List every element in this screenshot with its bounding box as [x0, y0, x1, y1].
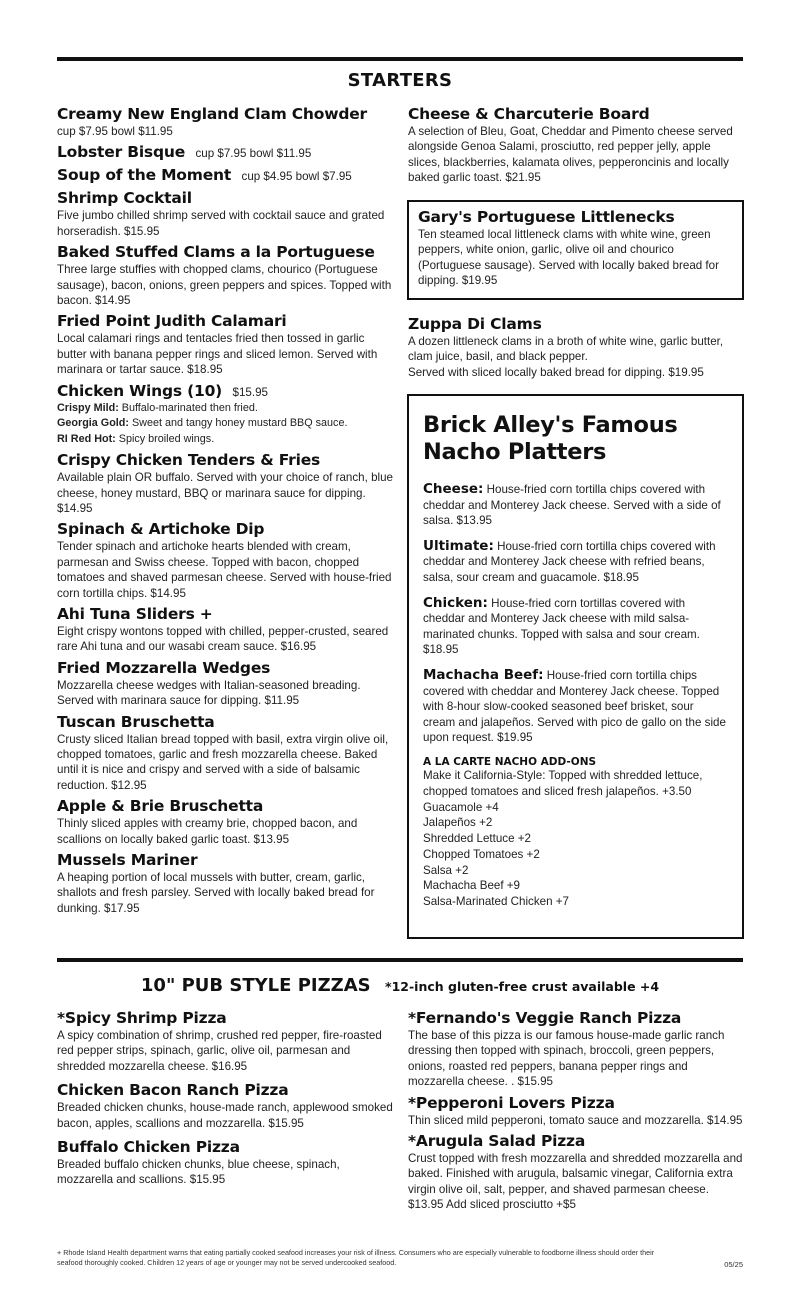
- menu-item: [408, 1132, 744, 1213]
- item-name: *Spicy Shrimp Pizza: [57, 1009, 227, 1027]
- item-name: Tuscan Bruschetta: [57, 712, 215, 731]
- addon-line: Chopped Tomatoes +2: [423, 847, 540, 861]
- menu-item-charcuterie: [408, 105, 744, 186]
- item-name: Spinach & Artichoke Dip: [57, 520, 265, 539]
- item-desc: Ten steamed local littleneck clams with white wine, green peppers, white onion, garlic, olive oil and chourico (Portuguese sausage). Served with locally baked bread for dipping. $19.95: [418, 228, 719, 288]
- item-desc: Breaded chicken chunks, house-made ranch, applewood smoked bacon, apples, scallions and mozzarella. $15.95: [57, 1101, 393, 1130]
- item-desc: Eight crispy wontons topped with chilled, pepper-crusted, seared rare Ahi tuna and our wasabi cream sauce. $16.95: [57, 625, 389, 654]
- item-desc: Served with sliced locally baked bread for dipping. $19.95: [408, 365, 704, 379]
- menu-item: [57, 189, 393, 239]
- item-name: Creamy New England Clam Chowder: [57, 105, 367, 123]
- item-name: Fried Point Judith Calamari: [57, 312, 287, 331]
- item-desc: Mozzarella cheese wedges with Italian-seasoned breading. Served with marinara sauce for dipping. $11.95: [57, 678, 361, 708]
- menu-item: [57, 851, 393, 916]
- addon-line: Make it California-Style: Topped with shredded lettuce, chopped tomatoes and sliced fresh jalapeños. +3.50: [423, 768, 703, 798]
- menu-item: [57, 243, 393, 308]
- menu-item: [57, 105, 393, 139]
- menu-item: [57, 797, 393, 847]
- item-name: Zuppa Di Clams: [408, 315, 542, 333]
- item-desc: A heaping portion of local mussels with butter, cream, garlic, shallots and fresh parsley. Served with locally baked bread for dunking. $17.95: [57, 871, 375, 915]
- zuppa-item: [408, 315, 744, 380]
- starters-left-column: [57, 105, 393, 920]
- item-name: Chicken Bacon Ranch Pizza: [57, 1081, 289, 1100]
- pizza-header: [0, 975, 800, 996]
- pizzas-left-column: [57, 1009, 393, 1192]
- item-desc: The base of this pizza is our famous house-made garlic ranch dressing then topped with spinach, broccoli, green peppers, onions, roasted red peppers, banana pepper rings and mozzarella cheese. . $15.95: [408, 1029, 725, 1089]
- item-desc: Thin sliced mild pepperoni, tomato sauce and mozzarella. $14.95: [408, 1113, 743, 1127]
- menu-item: [57, 312, 393, 377]
- item-desc: Available plain OR buffalo. Served with your choice of ranch, blue cheese, honey mustard, BBQ or marinara sauce for dipping. $14.95: [57, 471, 393, 515]
- menu-item: [57, 520, 393, 601]
- menu-date: 05/25: [724, 1260, 743, 1269]
- wing-style: Crispy Mild: Buffalo-marinated then fried.: [57, 401, 258, 414]
- item-price: $15.95: [232, 385, 268, 399]
- item-desc: Breaded buffalo chicken chunks, blue cheese, spinach, mozzarella and scallions. $15.95: [57, 1158, 340, 1187]
- item-desc: Local calamari rings and tentacles fried then tossed in garlic butter with banana pepper rings and sliced lemon. Served with marinara or tartar sauce. $18.95: [57, 332, 378, 377]
- addons-title: A LA CARTE NACHO ADD-ONS: [423, 755, 597, 768]
- menu-item: [57, 382, 393, 448]
- item-desc: Crusty sliced Italian bread topped with basil, extra virgin olive oil, chopped tomatoes, garlic and fresh mozzarella cheese. Baked until it is nice and crispy and served with a side of balsamic reduction. $12.95: [57, 732, 389, 792]
- item-desc: A selection of Bleu, Goat, Cheddar and Pimento cheese served alongside Genoa Salami, prosciutto, red pepper jelly, apple slices, blackberries, kalamata olives, pepperoncinis and locally baked garlic toast. $21.95: [408, 125, 733, 185]
- item-desc: Thinly sliced apples with creamy brie, chopped bacon, and scallions on locally baked garlic toast. $13.95: [57, 817, 358, 846]
- menu-item: [57, 1081, 393, 1131]
- item-desc: Three large stuffies with chopped clams, chourico (Portuguese sausage), bacon, onions, green peppers and spices. Topped with bacon. $14.95: [57, 263, 392, 308]
- item-desc: cup $7.95 bowl $11.95: [57, 125, 173, 138]
- addon-line: Salsa +2: [423, 863, 469, 877]
- wing-style: RI Red Hot: Spicy broiled wings.: [57, 432, 215, 445]
- item-name: Crispy Chicken Tenders & Fries: [57, 451, 321, 470]
- item-name: *Arugula Salad Pizza: [408, 1132, 586, 1151]
- item-desc: Five jumbo chilled shrimp served with cocktail sauce and grated horseradish. $15.95: [57, 209, 385, 238]
- item-name: Cheese & Charcuterie Board: [408, 105, 650, 123]
- wing-style: Georgia Gold: Sweet and tangy honey mustard BBQ sauce.: [57, 417, 348, 430]
- item-name: Chicken Wings (10): [57, 381, 223, 400]
- menu-item: [408, 1094, 744, 1128]
- menu-item: [57, 713, 393, 794]
- addon-line: Shredded Lettuce +2: [423, 832, 531, 846]
- nacho-title: Brick Alley's Famous: [423, 412, 678, 438]
- item-name: Gary's Portuguese Littlenecks: [418, 208, 675, 226]
- nacho-item: Ultimate: House-fried corn tortilla chips covered with cheddar and Monterey Jack cheese with refried beans, salsa, sour cream and guacamole. $18.95: [423, 537, 716, 584]
- item-desc: Tender spinach and artichoke hearts blended with cream, parmesan and Swiss cheese. Topped with bacon, chopped tomatoes and shaved parmesan cheese. Served with house-fried corn tortilla chips. $14.95: [57, 540, 392, 600]
- menu-item: [408, 1009, 744, 1090]
- item-price: cup $7.95 bowl $11.95: [195, 147, 312, 161]
- item-name: Fried Mozzarella Wedges: [57, 658, 271, 677]
- menu-item: [57, 143, 393, 162]
- nacho-item: Machacha Beef: House-fried corn tortilla chips covered with cheddar and Monterey Jack cheese. Topped with 8-hour slow-cooked seasoned beef brisket, sour cream and jalapeños. Served with pico de gallo on the side upon request. $19.95: [423, 666, 726, 745]
- item-name: Buffalo Chicken Pizza: [57, 1138, 240, 1157]
- item-name: Mussels Mariner: [57, 851, 198, 870]
- menu-item: [57, 1138, 393, 1188]
- addon-line: Machacha Beef +9: [423, 879, 521, 893]
- menu-item: [57, 451, 393, 516]
- item-name: *Fernando's Veggie Ranch Pizza: [408, 1009, 682, 1027]
- item-name: Shrimp Cocktail: [57, 189, 192, 208]
- item-name: Apple & Brie Bruschetta: [57, 797, 264, 816]
- starters-right-column: [408, 105, 744, 190]
- item-desc: Crust topped with fresh mozzarella and shredded mozzarella and baked. Finished with arugula, balsamic vinegar, California extra virgin olive oil, salt, pepper, and shaved parmesan cheese. $13.95 Add sliced prosciutto +$5: [408, 1152, 743, 1212]
- addon-line: Guacamole +4: [423, 800, 499, 814]
- item-name: Baked Stuffed Clams a la Portuguese: [57, 243, 375, 262]
- addon-line: Jalapeños +2: [423, 816, 493, 830]
- nacho-title: Nacho Platters: [423, 439, 607, 465]
- pizza-rule: [57, 958, 743, 962]
- menu-item: [57, 1009, 393, 1074]
- pizza-note: *12-inch gluten-free crust available +4: [385, 979, 660, 994]
- addon-line: Salsa-Marinated Chicken +7: [423, 895, 569, 909]
- item-desc: A dozen littleneck clams in a broth of white wine, garlic butter, clam juice, basil, and black pepper.: [408, 335, 724, 364]
- item-name: Ahi Tuna Sliders +: [57, 605, 213, 623]
- nacho-item: Cheese: House-fried corn tortilla chips covered with cheddar and Monterey Jack cheese. Served with a side of salsa. $13.95: [423, 481, 721, 528]
- item-desc: A spicy combination of shrimp, crushed red pepper, fire-roasted red pepper strips, spinach, garlic, olive oil, parmesan and shredded mozzarella cheese. $16.95: [57, 1029, 382, 1073]
- pizzas-right-column: [408, 1009, 744, 1217]
- item-price: cup $4.95 bowl $7.95: [241, 170, 352, 184]
- littlenecks-box: [407, 200, 744, 300]
- starters-title: STARTERS: [347, 70, 453, 91]
- pizza-title: 10" PUB STYLE PIZZAS: [140, 975, 371, 996]
- health-warning: + Rhode Island Health department warns that eating partially cooked seafood increases your risk of illness. Consumers who are especially vulnerable to foodborne illness should order their seafood thoroughly cooked. Children 12 years of age or younger may not be served undercooked seafood.: [57, 1248, 655, 1267]
- menu-item: [57, 605, 393, 655]
- nacho-item: Chicken: House-fried corn tortillas covered with cheddar and Monterey Jack cheese with mild salsa-marinated chunks. Topped with salsa and sour cream. $18.95: [423, 594, 700, 657]
- menu-item: [57, 659, 393, 709]
- nacho-box: [407, 394, 744, 939]
- top-rule: [57, 57, 743, 61]
- item-name: *Pepperoni Lovers Pizza: [408, 1093, 615, 1112]
- item-name: Soup of the Moment: [57, 166, 232, 185]
- menu-item: [57, 166, 393, 185]
- item-name: Lobster Bisque: [57, 143, 186, 162]
